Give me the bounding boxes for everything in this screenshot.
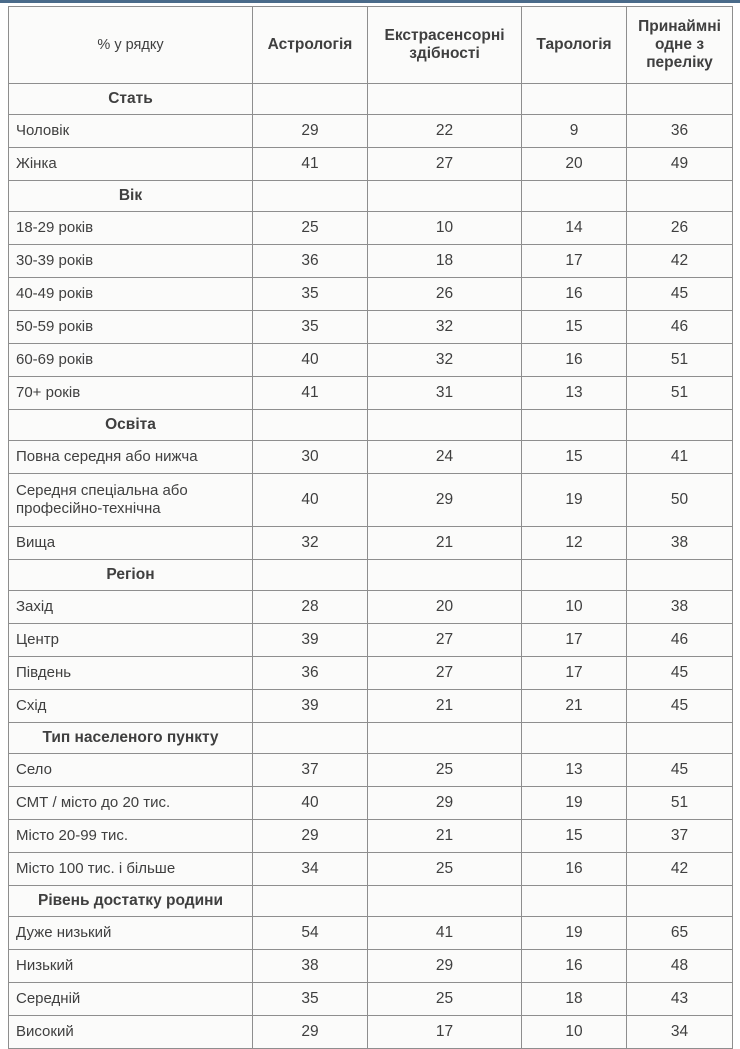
- row-label: СМТ / місто до 20 тис.: [9, 787, 253, 820]
- table-cell-value: 18: [522, 983, 627, 1016]
- table-cell-value: 38: [627, 527, 733, 560]
- table-row: [9, 311, 733, 344]
- section-header-empty-cell: [368, 181, 522, 212]
- table-cell-value: 27: [368, 148, 522, 181]
- table-cell-value: 13: [522, 754, 627, 787]
- table-row: [9, 278, 733, 311]
- table-row: [9, 115, 733, 148]
- table-cell-value: 25: [253, 212, 368, 245]
- section-header-empty-cell: [368, 560, 522, 591]
- table-cell-value: 32: [368, 311, 522, 344]
- table-cell-value: 14: [522, 212, 627, 245]
- section-header-row: [9, 886, 733, 917]
- row-label: Південь: [9, 657, 253, 690]
- table-cell-value: 20: [522, 148, 627, 181]
- table-cell-value: 22: [368, 115, 522, 148]
- table-cell-value: 40: [253, 787, 368, 820]
- row-label: 50-59 років: [9, 311, 253, 344]
- table-header-row: [9, 7, 733, 84]
- table-header: [9, 7, 733, 84]
- section-header-empty-cell: [627, 560, 733, 591]
- table-cell-value: 13: [522, 377, 627, 410]
- table-cell-value: 28: [253, 591, 368, 624]
- row-label: Середня спеціальна або професійно-технічна: [9, 474, 253, 527]
- row-label: 70+ років: [9, 377, 253, 410]
- table-row: [9, 950, 733, 983]
- table-cell-value: 37: [627, 820, 733, 853]
- table-row: [9, 591, 733, 624]
- section-header-row: [9, 181, 733, 212]
- section-header-empty-cell: [253, 181, 368, 212]
- section-header-empty-cell: [522, 84, 627, 115]
- section-header-row: [9, 560, 733, 591]
- table-cell-value: 17: [368, 1016, 522, 1049]
- row-label: 40-49 років: [9, 278, 253, 311]
- column-header-astrology: Астрологія: [253, 7, 368, 84]
- row-label: Місто 20-99 тис.: [9, 820, 253, 853]
- table-cell-value: 41: [253, 377, 368, 410]
- section-header-empty-cell: [522, 560, 627, 591]
- row-label: 60-69 років: [9, 344, 253, 377]
- table-row: [9, 377, 733, 410]
- table-cell-value: 51: [627, 787, 733, 820]
- section-header-empty-cell: [522, 723, 627, 754]
- table-row: [9, 527, 733, 560]
- table-cell-value: 36: [253, 245, 368, 278]
- section-header-empty-cell: [627, 84, 733, 115]
- table-cell-value: 24: [368, 441, 522, 474]
- row-label: Село: [9, 754, 253, 787]
- section-header-label: Стать: [9, 84, 253, 115]
- table-cell-value: 29: [368, 787, 522, 820]
- table-cell-value: 38: [627, 591, 733, 624]
- table-cell-value: 42: [627, 853, 733, 886]
- table-cell-value: 10: [368, 212, 522, 245]
- table-cell-value: 41: [253, 148, 368, 181]
- row-label: Схід: [9, 690, 253, 723]
- table-cell-value: 37: [253, 754, 368, 787]
- table-cell-value: 15: [522, 820, 627, 853]
- section-header-row: [9, 84, 733, 115]
- table-cell-value: 27: [368, 657, 522, 690]
- section-header-empty-cell: [627, 886, 733, 917]
- row-label: Високий: [9, 1016, 253, 1049]
- table-cell-value: 10: [522, 591, 627, 624]
- table-cell-value: 40: [253, 474, 368, 527]
- table-row: [9, 983, 733, 1016]
- table-cell-value: 41: [627, 441, 733, 474]
- column-header-tarot: Тарологія: [522, 7, 627, 84]
- table-cell-value: 26: [627, 212, 733, 245]
- table-cell-value: 21: [368, 820, 522, 853]
- table-cell-value: 39: [253, 690, 368, 723]
- table-row: [9, 690, 733, 723]
- table-cell-value: 32: [253, 527, 368, 560]
- column-header-extrasensory: Екстрасенсорні здібності: [368, 7, 522, 84]
- row-label: 18-29 років: [9, 212, 253, 245]
- section-header-empty-cell: [627, 181, 733, 212]
- table-cell-value: 48: [627, 950, 733, 983]
- table-cell-value: 27: [368, 624, 522, 657]
- table-row: [9, 820, 733, 853]
- table-cell-value: 16: [522, 950, 627, 983]
- section-header-empty-cell: [627, 723, 733, 754]
- table-row: [9, 787, 733, 820]
- section-header-empty-cell: [522, 886, 627, 917]
- table-row: [9, 754, 733, 787]
- table-cell-value: 45: [627, 278, 733, 311]
- section-header-empty-cell: [368, 886, 522, 917]
- table-cell-value: 29: [253, 115, 368, 148]
- table-cell-value: 29: [253, 1016, 368, 1049]
- section-header-label: Рівень достатку родини: [9, 886, 253, 917]
- table-cell-value: 45: [627, 690, 733, 723]
- table-cell-value: 32: [368, 344, 522, 377]
- table-cell-value: 42: [627, 245, 733, 278]
- table-cell-value: 41: [368, 917, 522, 950]
- section-header-label: Тип населеного пункту: [9, 723, 253, 754]
- table-cell-value: 19: [522, 917, 627, 950]
- table-cell-value: 17: [522, 245, 627, 278]
- row-label: 30-39 років: [9, 245, 253, 278]
- row-label: Чоловік: [9, 115, 253, 148]
- table-cell-value: 54: [253, 917, 368, 950]
- column-header-metric: % у рядку: [9, 7, 253, 84]
- table-cell-value: 36: [627, 115, 733, 148]
- table-cell-value: 29: [368, 474, 522, 527]
- row-label: Повна середня або нижча: [9, 441, 253, 474]
- section-header-empty-cell: [368, 84, 522, 115]
- table-cell-value: 17: [522, 624, 627, 657]
- table-cell-value: 19: [522, 787, 627, 820]
- table-row: [9, 917, 733, 950]
- table-row: [9, 344, 733, 377]
- table-row: [9, 212, 733, 245]
- table-cell-value: 65: [627, 917, 733, 950]
- table-row: [9, 441, 733, 474]
- table-cell-value: 49: [627, 148, 733, 181]
- section-header-empty-cell: [627, 410, 733, 441]
- section-header-label: Освіта: [9, 410, 253, 441]
- table-row: [9, 245, 733, 278]
- table-cell-value: 34: [627, 1016, 733, 1049]
- table-cell-value: 29: [253, 820, 368, 853]
- row-label: Вища: [9, 527, 253, 560]
- table-cell-value: 35: [253, 983, 368, 1016]
- top-window-rule: [0, 0, 740, 3]
- table-cell-value: 51: [627, 377, 733, 410]
- table-cell-value: 43: [627, 983, 733, 1016]
- table-cell-value: 39: [253, 624, 368, 657]
- statistics-table: [8, 6, 733, 1049]
- row-label: Низький: [9, 950, 253, 983]
- table-cell-value: 10: [522, 1016, 627, 1049]
- row-label: Захід: [9, 591, 253, 624]
- section-header-empty-cell: [253, 560, 368, 591]
- table-row: [9, 853, 733, 886]
- table-row: [9, 624, 733, 657]
- table-cell-value: 35: [253, 311, 368, 344]
- row-label: Жінка: [9, 148, 253, 181]
- table-cell-value: 29: [368, 950, 522, 983]
- table-row: [9, 657, 733, 690]
- section-header-empty-cell: [368, 410, 522, 441]
- table-cell-value: 21: [368, 690, 522, 723]
- table-cell-value: 51: [627, 344, 733, 377]
- table-row: [9, 148, 733, 181]
- table-cell-value: 25: [368, 983, 522, 1016]
- row-label: Середній: [9, 983, 253, 1016]
- table-row: [9, 1016, 733, 1049]
- table-cell-value: 15: [522, 441, 627, 474]
- table-cell-value: 17: [522, 657, 627, 690]
- section-header-empty-cell: [253, 886, 368, 917]
- column-header-any-of-list: Принаймні одне з переліку: [627, 7, 733, 84]
- table-cell-value: 9: [522, 115, 627, 148]
- table-body: [9, 84, 733, 1049]
- table-cell-value: 38: [253, 950, 368, 983]
- section-header-empty-cell: [253, 723, 368, 754]
- table-cell-value: 21: [522, 690, 627, 723]
- table-cell-value: 45: [627, 754, 733, 787]
- table-cell-value: 16: [522, 344, 627, 377]
- table-cell-value: 31: [368, 377, 522, 410]
- section-header-empty-cell: [522, 410, 627, 441]
- table-cell-value: 50: [627, 474, 733, 527]
- table-cell-value: 36: [253, 657, 368, 690]
- table-cell-value: 18: [368, 245, 522, 278]
- table-row: [9, 474, 733, 527]
- section-header-empty-cell: [522, 181, 627, 212]
- table-cell-value: 46: [627, 624, 733, 657]
- table-cell-value: 26: [368, 278, 522, 311]
- table-cell-value: 40: [253, 344, 368, 377]
- row-label: Центр: [9, 624, 253, 657]
- section-header-empty-cell: [253, 84, 368, 115]
- row-label: Місто 100 тис. і більше: [9, 853, 253, 886]
- table-cell-value: 25: [368, 754, 522, 787]
- section-header-row: [9, 410, 733, 441]
- section-header-row: [9, 723, 733, 754]
- section-header-label: Регіон: [9, 560, 253, 591]
- table-cell-value: 34: [253, 853, 368, 886]
- table-cell-value: 30: [253, 441, 368, 474]
- table-cell-value: 16: [522, 853, 627, 886]
- table-cell-value: 45: [627, 657, 733, 690]
- statistics-table-container: [8, 6, 732, 1049]
- table-cell-value: 15: [522, 311, 627, 344]
- table-cell-value: 21: [368, 527, 522, 560]
- table-cell-value: 12: [522, 527, 627, 560]
- section-header-label: Вік: [9, 181, 253, 212]
- section-header-empty-cell: [368, 723, 522, 754]
- table-cell-value: 46: [627, 311, 733, 344]
- table-cell-value: 16: [522, 278, 627, 311]
- table-cell-value: 20: [368, 591, 522, 624]
- row-label: Дуже низький: [9, 917, 253, 950]
- table-cell-value: 25: [368, 853, 522, 886]
- table-cell-value: 35: [253, 278, 368, 311]
- table-cell-value: 19: [522, 474, 627, 527]
- section-header-empty-cell: [253, 410, 368, 441]
